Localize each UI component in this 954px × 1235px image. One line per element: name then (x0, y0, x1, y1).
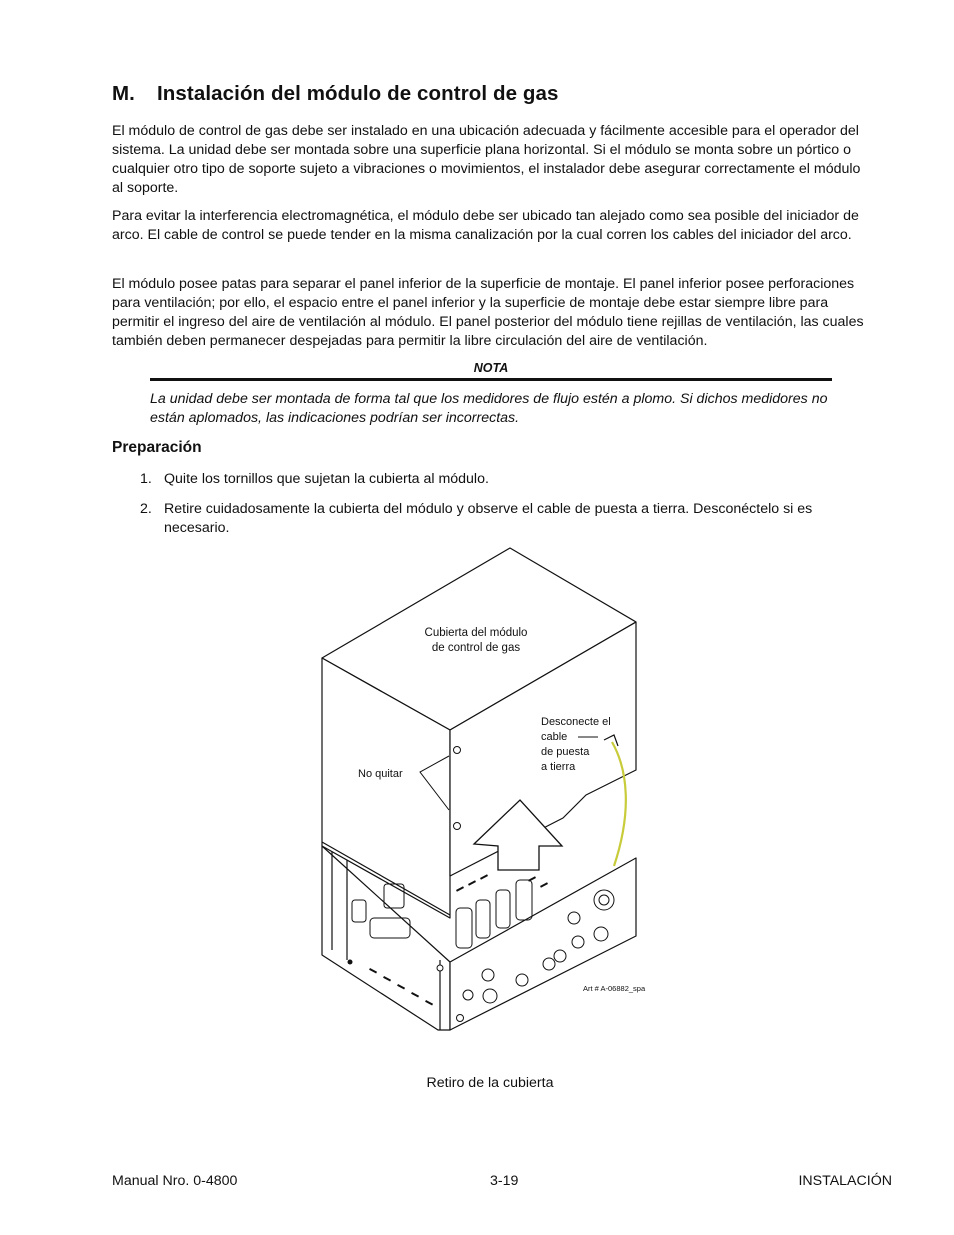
cover-label-line-2: de control de gas (431, 642, 521, 654)
footer-manual-number: Manual Nro. 0-4800 (112, 1173, 238, 1189)
gas-module-illustration (300, 540, 680, 1040)
ground-label-line-1: Desconecte el (541, 716, 611, 728)
page-title (112, 82, 559, 106)
figure-caption: Retiro de la cubierta (426, 1075, 554, 1091)
note-text: La unidad debe ser montada de forma tal que los medidores de flujo estén a plomo. Si dichos medidores no están aplomados, las indicaciones podrían ser incorrectas. (150, 391, 828, 426)
step-text: Quite los tornillos que sujetan la cubierta al módulo. (164, 471, 489, 487)
lower-box-right-face (450, 858, 636, 1030)
section-title: Instalación del módulo de control de gas (157, 82, 559, 105)
ground-label-line-3: de puesta (541, 746, 590, 758)
step-number: 2. (140, 501, 152, 517)
art-number: Art # A-06882_spa (583, 984, 646, 993)
paragraph-interference: Para evitar la interferencia electromagnética, el módulo debe ser ubicado tan alejado como sea posible del iniciador de arco. El cable de control se puede tender en la misma canalización por la cual corren los cables del iniciador del arco. (112, 208, 859, 243)
step-item (140, 500, 875, 538)
step-item (140, 470, 875, 489)
step-text: Retire cuidadosamente la cubierta del módulo y observe el cable de puesta a tierra. Desconéctelo si es necesario. (164, 501, 813, 536)
footer-page-number: 3-19 (490, 1173, 519, 1189)
note-label: NOTA (473, 361, 509, 375)
ground-label-line-4: a tierra (541, 761, 576, 773)
section-letter: M. (112, 82, 135, 105)
no-remove-label: No quitar (358, 768, 403, 780)
footer-section: INSTALACIÓN (798, 1173, 892, 1189)
note-divider (150, 378, 832, 381)
ground-label-line-2: cable (541, 731, 568, 743)
paragraph-location: El módulo de control de gas debe ser instalado en una ubicación adecuada y fácilmente accesible para el operador del sistema. La unidad debe ser montada sobre una superficie plana horizontal. Si el módulo se monta sobre un pórtico o cualquier otro tipo de soporte sujeto a vibraciones o movimientos, el instalador debe asegurar correctamente el módulo al soporte. (112, 123, 861, 196)
cover-label-line-1: Cubierta del módulo (424, 627, 528, 639)
preparation-heading: Preparación (112, 439, 202, 456)
step-number: 1. (140, 471, 152, 487)
paragraph-ventilation: El módulo posee patas para separar el panel inferior de la superficie de montaje. El panel inferior posee perforaciones para ventilación; por ello, el espacio entre el panel inferior y la superficie de montaje debe estar siempre libre para permitir el ingreso del aire de ventilación al módulo. El panel posterior del módulo tiene rejillas de ventilación, las cuales también deben permanecer despejadas para permitir la libre circulación del aire de ventilación. (112, 276, 864, 349)
